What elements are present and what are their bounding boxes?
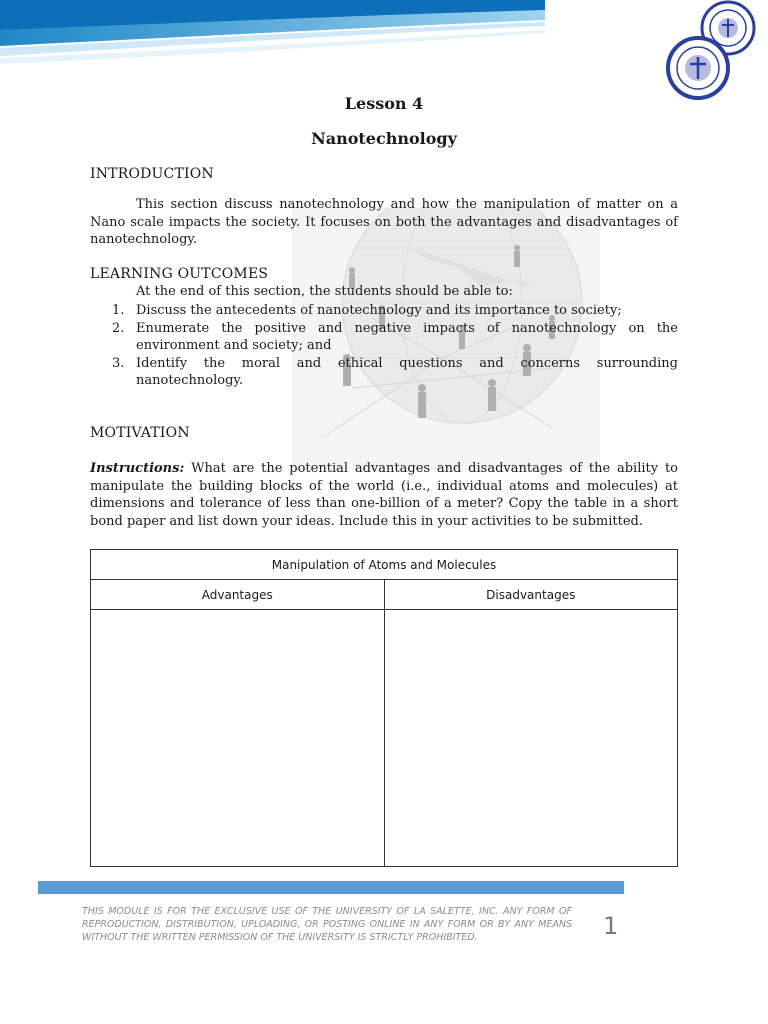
page-number: 1 (603, 912, 619, 940)
introduction-text: This section discuss nanotechnology and how the manipulation of matter on a Nano scale impacts the society. It focuses on both the advantages and disadvantages of nanotechnology. (90, 197, 678, 247)
list-item: 2. Enumerate the positive and negative impacts of nanotechnology on the environment and society; and (112, 320, 678, 353)
footer-notice: THIS MODULE IS FOR THE EXCLUSIVE USE OF THE UNIVERSITY OF LA SALETTE, INC. ANY FORM OF REPRODUCTION, DISTRIBUTION, UPLOADING, OR POSTING ONLINE IN ANY FORM OR BY ANY MEANS WITHOUT THE WRITTEN PERMISSION OF THE UNIVERSITY IS STRICTLY PROHIBITED. (82, 906, 572, 943)
instructions-label: Instructions: (90, 461, 185, 476)
motivation-instructions (90, 460, 678, 530)
instructions-text: What are the potential advantages and disadvantages of the ability to manipulate the building blocks of the world (i.e., individual atoms and molecules) at dimensions and tolerance of less than one-billion of a meter? Copy the table in a short bond paper and list down your ideas. Include this in your activities to be submitted. (90, 461, 678, 529)
motivation-heading: MOTIVATION (90, 425, 190, 441)
seal-icon-front (668, 38, 728, 98)
column-header-advantages: Advantages (91, 580, 385, 610)
header-wave-banner (0, 0, 560, 80)
learning-outcomes-heading: LEARNING OUTCOMES (90, 266, 269, 282)
table-title: Manipulation of Atoms and Molecules (91, 550, 678, 580)
list-item: 1. Discuss the antecedents of nanotechnology and its importance to society; (112, 303, 622, 318)
advantages-disadvantages-table (90, 549, 678, 867)
learning-outcomes-intro: At the end of this section, the students should be able to: (136, 284, 513, 299)
footer-bar (38, 881, 624, 894)
learning-outcomes-list (112, 302, 678, 390)
disadvantages-cell (384, 610, 678, 867)
advantages-cell (91, 610, 385, 867)
introduction-heading: INTRODUCTION (90, 166, 214, 182)
lesson-number: Lesson 4 (344, 94, 424, 113)
lesson-title: Nanotechnology (311, 129, 457, 148)
list-item: 3. Identify the moral and ethical questions and concerns surrounding nanotechnology. (112, 355, 678, 388)
column-header-disadvantages: Disadvantages (384, 580, 678, 610)
